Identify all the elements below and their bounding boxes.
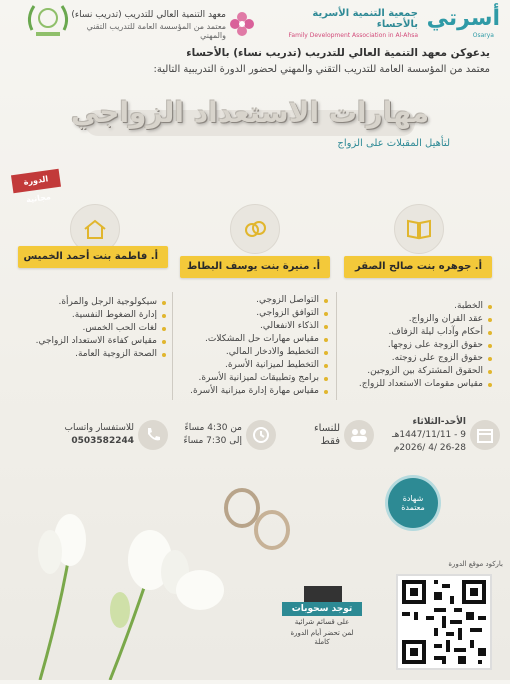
invite-line-2: معتمد من المؤسسة العامة للتدريب التقني والمهني لحضور الدورة التدريبية التالية: (153, 64, 490, 75)
institute-line-2: معتمد من المؤسسة العامة للتدريب التقني والمهني (86, 22, 226, 40)
stamp-line-2: معتمدة (401, 503, 425, 512)
notice-line-1: على قسائم شرائية (294, 618, 350, 626)
contact-label: للاستفسار واتساب (64, 423, 134, 433)
dates-block (378, 416, 466, 455)
audience-line-2: فقط (320, 436, 340, 447)
laurel-logo-icon (22, 0, 74, 42)
days-label: الأحد-الثلاثاء (412, 417, 466, 427)
list-item: التواصل الزوجي. (176, 294, 328, 307)
column-divider (336, 292, 337, 400)
list-item: التخطيط والادخار المالي. (176, 346, 328, 359)
page-title: مهارات الاستعداد الزواجي (70, 96, 430, 129)
hijri-date: 9 - 1447/11/11هـ (392, 430, 466, 440)
raffle-notice (282, 602, 362, 647)
audience-line-1: للنساء (313, 423, 340, 434)
column-divider (172, 292, 173, 400)
contact-block (40, 422, 134, 448)
flower-logo-icon (228, 10, 256, 38)
list-item: التوافق الزواجي. (176, 307, 328, 320)
list-item: حقوق الزوج على زوجته. (340, 352, 492, 365)
phone-number[interactable]: 0503582244 (71, 436, 134, 446)
list-item: أحكام وآداب ليلة الزفاف. (340, 326, 492, 339)
gregorian-date: 26-28 /4 /2026م (393, 443, 466, 453)
list-item: برامج وتطبيقات لميزانية الأسرة. (176, 372, 328, 385)
calendar-icon (470, 420, 500, 450)
osra-sub: Osarya (472, 32, 494, 39)
list-item: الخطبة. (340, 300, 492, 313)
time-to: إلى 7:30 مساءً (183, 436, 242, 446)
notice-title: توجد سحوبات (282, 602, 362, 616)
association-name-ar: جمعية التنمية الأسرية بالأحساء (312, 8, 418, 30)
association-name-en: Family Development Association in Al-Ahsa (288, 32, 418, 39)
association-block (288, 8, 418, 39)
osra-brand: أسرتي (426, 6, 500, 31)
trainer-ribbon-1: أ. جوهره بنت صالح الصقر (344, 256, 492, 278)
topics-list-2 (176, 294, 328, 398)
time-from: من 4:30 مساءً (184, 423, 242, 433)
invite-line-1: يدعوكن معهد التنمية العالي للتدريب (تدريب نساء) بالأحساء (186, 47, 490, 59)
trainer-ribbon-3: أ. فاطمة بنت أحمد الخميس (18, 246, 168, 268)
notice-line-2: لمن تحضر أيام الدورة كاملة (290, 629, 354, 646)
list-item: الحقوق المشتركة بين الزوجين. (340, 365, 492, 378)
clock-icon (246, 420, 276, 450)
list-item: لغات الحب الخمس. (14, 322, 166, 335)
free-badge: الدورة مجانية (11, 169, 61, 194)
certified-stamp (388, 478, 438, 528)
list-item: إدارة الضغوط النفسية. (14, 309, 166, 322)
topics-list-3 (14, 296, 166, 361)
list-item: الذكاء الانفعالي. (176, 320, 328, 333)
list-item: مقياس مهارات حل المشكلات. (176, 333, 328, 346)
list-item: عقد القران والزواج. (340, 313, 492, 326)
list-item: مقياس كفاءة الاستعداد الزواجي. (14, 335, 166, 348)
institute-line-1: معهد التنمية العالي للتدريب (تدريب نساء) (71, 10, 226, 20)
stamp-line-1: شهادة (402, 494, 424, 503)
list-item: التخطيط لميزانية الأسرة. (176, 359, 328, 372)
list-item: مقياس مقومات الاستعداد للزواج. (340, 378, 492, 391)
list-item: الصحة الزوجية العامة. (14, 348, 166, 361)
page-subtitle: لتأهيل المقبلات على الزواج (337, 138, 450, 149)
topics-list-1 (340, 300, 492, 391)
audience-block (286, 422, 340, 448)
people-icon (344, 420, 374, 450)
list-item: مقياس مهارة إدارة ميزانية الأسرة. (176, 385, 328, 398)
qr-label: باركود موقع الدورة (448, 560, 503, 568)
wedding-rings-icon (214, 482, 304, 552)
qr-code-icon[interactable] (396, 574, 492, 670)
book-icon (394, 204, 444, 254)
time-block (176, 422, 242, 448)
osra-logo (420, 6, 502, 40)
rings-icon (230, 204, 280, 254)
list-item: سيكولوجية الرجل والمرأة. (14, 296, 166, 309)
phone-icon (138, 420, 168, 450)
list-item: حقوق الزوجة على زوجها. (340, 339, 492, 352)
trainer-ribbon-2: أ. منيرة بنت يوسف البطاط (180, 256, 330, 278)
institute-block (60, 10, 226, 40)
